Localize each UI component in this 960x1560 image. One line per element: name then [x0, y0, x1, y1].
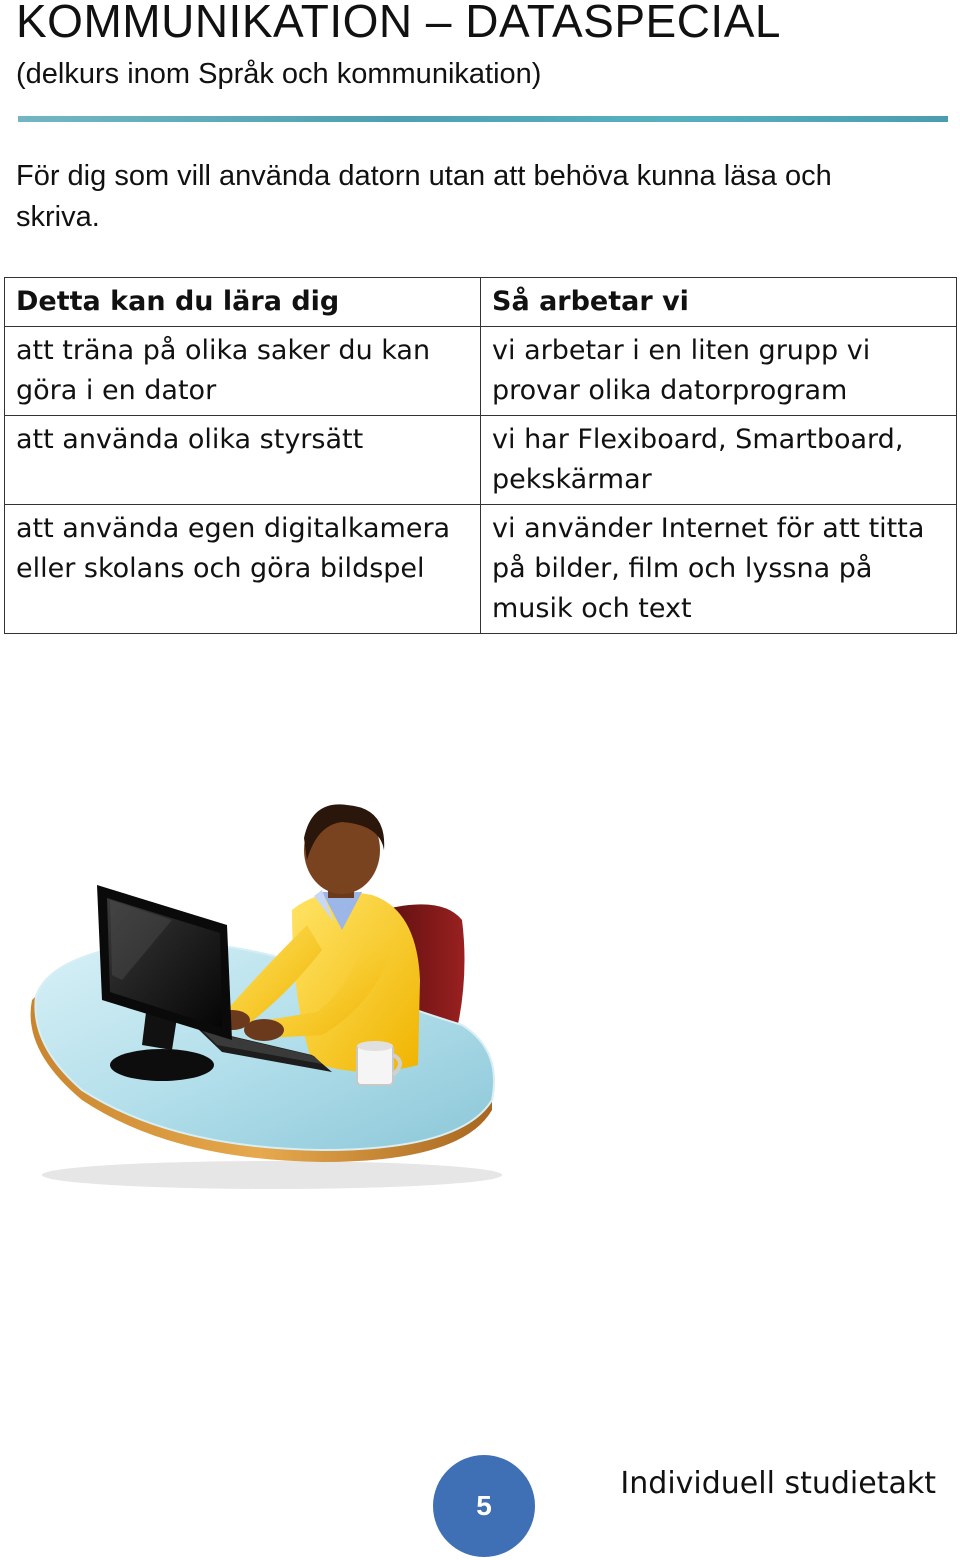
- footer-label: Individuell studietakt: [620, 1466, 936, 1501]
- table-row: [5, 327, 957, 416]
- table-header-learn: Detta kan du lära dig: [5, 278, 481, 327]
- header-divider: [18, 116, 948, 122]
- course-table: [4, 277, 957, 634]
- table-header-work: Så arbetar vi: [481, 278, 957, 327]
- table-cell: vi använder Internet för att titta på bilder, film och lyssna på musik och text: [481, 505, 957, 634]
- table-cell: att använda olika styrsätt: [5, 416, 481, 505]
- table-cell: att träna på olika saker du kan göra i en dator: [5, 327, 481, 416]
- table-cell: att använda egen digitalkamera eller skolans och göra bildspel: [5, 505, 481, 634]
- table-header-row: [5, 278, 957, 327]
- intro-text: För dig som vill använda datorn utan att behöva kunna läsa och skriva.: [16, 160, 832, 233]
- table-row: [5, 505, 957, 634]
- page-title: KOMMUNIKATION – DATASPECIAL: [16, 0, 781, 47]
- page-subtitle: (delkurs inom Språk och kommunikation): [16, 58, 542, 90]
- page-number-badge: [433, 1455, 535, 1557]
- table-cell: vi har Flexiboard, Smartboard, pekskärmar: [481, 416, 957, 505]
- woman-at-computer-icon: [22, 800, 522, 1200]
- page-number: 5: [476, 1490, 492, 1521]
- table-cell: vi arbetar i en liten grupp vi provar olika datorprogram: [481, 327, 957, 416]
- table-row: [5, 416, 957, 505]
